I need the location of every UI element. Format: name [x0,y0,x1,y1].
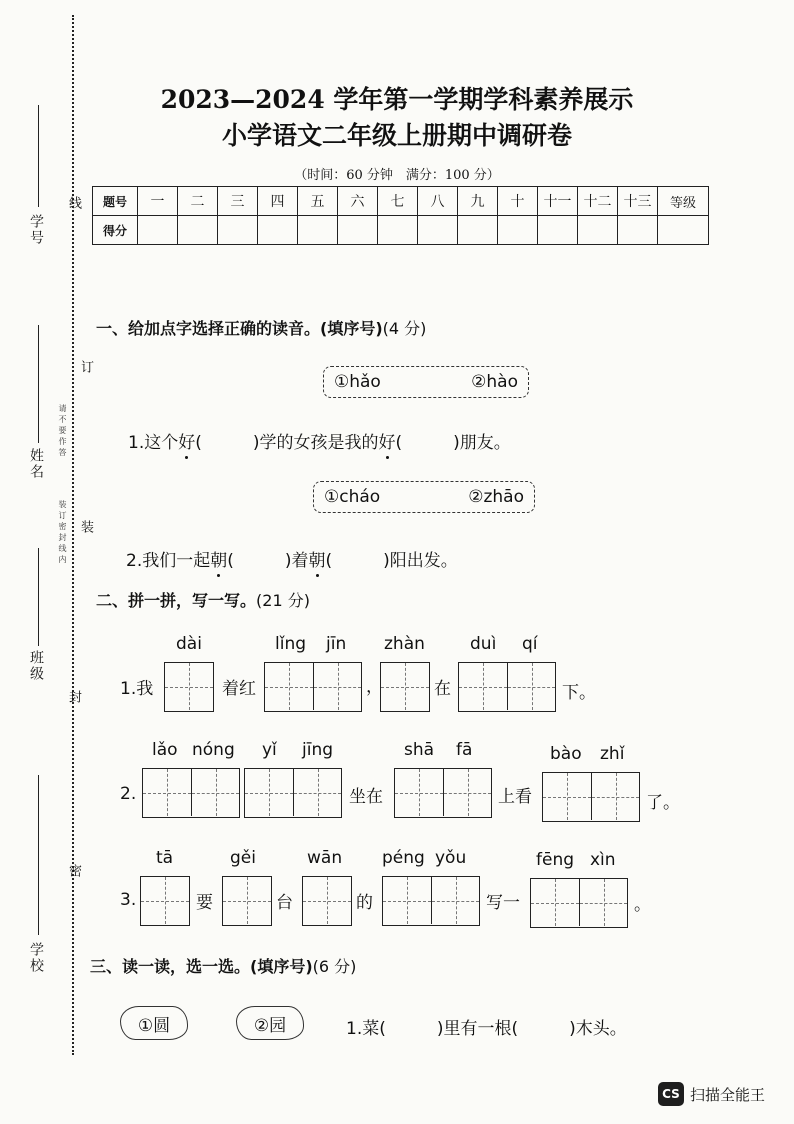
section1-q2-options [313,481,535,513]
score-cell[interactable] [178,216,218,245]
option-zhao1: ②zhāo [468,487,524,507]
writing-grid-pengyou[interactable] [382,876,480,926]
q1-text-c[interactable]: ( )朋友。 [395,433,511,453]
class-label: 班级 [28,650,44,682]
margin-feng-char: 封 [66,690,81,705]
score-cell[interactable] [138,216,178,245]
s2-q3-text-4: 写一 [486,893,520,913]
q1-dotted-char-2: 好 [378,433,396,453]
s2-q2-text-3: 了。 [646,793,680,813]
pinyin-dui: duì [470,634,497,654]
score-col-13: 十三 [618,187,658,216]
writing-grid-gei[interactable] [222,876,272,926]
s2-q1-text-1: 着红 [222,679,256,699]
margin-mi-char: 密 [66,864,81,879]
pinyin-jin: jīn [326,634,347,654]
section3-q1[interactable]: 1.菜( )里有一根( )木头。 [346,1019,627,1039]
writing-grid-duiqi[interactable] [458,662,556,712]
score-cell[interactable] [218,216,258,245]
section3-points: (6 分) [312,957,357,976]
pinyin-nong: nóng [192,740,235,760]
margin-zhuang-char: 装 [78,520,93,535]
school-label: 学校 [28,942,44,974]
score-col-2: 二 [178,187,218,216]
score-col-6: 六 [338,187,378,216]
writing-grid-wan[interactable] [302,876,352,926]
option-hao4: ②hào [471,372,518,392]
s2-q3-text-1: 要 [196,893,213,913]
pinyin-ling: lǐng [275,634,307,654]
score-col-8: 八 [418,187,458,216]
score-cell[interactable] [338,216,378,245]
score-col-3: 三 [218,187,258,216]
pinyin-bao: bào [550,744,582,764]
writing-grid-zhan[interactable] [380,662,430,712]
s2-q1-text-4: 下。 [562,683,596,703]
q1-dotted-char-1: 好 [178,433,196,453]
pinyin-you: yǒu [435,848,467,868]
section1-points: (4 分) [382,319,427,338]
s2-q2-num: 2. [120,784,137,804]
option-hao3: ①hǎo [334,372,381,392]
score-col-4: 四 [258,187,298,216]
pinyin-peng: péng [382,848,425,868]
section2-title: 二、拼一拼，写一写。 [96,591,257,610]
option-chao2: ①cháo [324,487,381,507]
name-blank[interactable] [38,325,39,443]
class-blank[interactable] [38,548,39,646]
pinyin-gei: gěi [230,848,256,868]
s2-q3-text-2: 台 [276,893,293,913]
s2-q3-text-3: 的 [356,893,373,913]
section2-points: (21 分) [256,591,310,610]
section1-heading [96,316,426,339]
section2-heading [96,588,310,611]
score-table-score-row [93,216,709,245]
option-cloud-yuan-garden: ②园 [236,1006,304,1040]
score-col-9: 九 [458,187,498,216]
score-table-row2-label: 得分 [93,216,138,245]
pinyin-jing: jīng [302,740,334,760]
pinyin-sha: shā [404,740,435,760]
margin-warning-2: 装订密封线内 [58,500,67,566]
score-col-11: 十一 [538,187,578,216]
score-col-12: 十二 [578,187,618,216]
s2-q1-text-2: ， [366,677,383,697]
camscanner-name: 扫描全能王 [690,1086,766,1104]
pinyin-yi: yǐ [262,740,277,760]
camscanner-logo-icon: CS [658,1082,684,1106]
s2-q1-text-3: 在 [434,679,451,699]
level-cell[interactable] [658,216,709,245]
pinyin-feng: fēng [536,850,575,870]
s2-q1-num: 1.我 [120,679,154,699]
q1-text-b[interactable]: ( )学的女孩是我的 [195,433,379,453]
exam-subtitle: （时间：60 分钟 满分：100 分） [294,168,500,183]
score-col-1: 一 [138,187,178,216]
writing-grid-baozhi[interactable] [542,772,640,822]
s2-q2-text-1: 坐在 [349,787,383,807]
exam-title-line1: 2023—2024 学年第一学期学科素养展示 [160,85,634,114]
score-col-level: 等级 [658,187,709,216]
pinyin-zhi: zhǐ [600,744,625,764]
pinyin-xin: xìn [590,850,616,870]
score-table [92,186,709,245]
score-cell[interactable] [458,216,498,245]
score-cell[interactable] [298,216,338,245]
q2-dotted-char-1: 朝 [210,551,228,571]
section1-title: 一、给加点字选择正确的读音。(填序号) [96,319,383,338]
student-id-label: 学号 [28,214,44,246]
writing-grid-ta[interactable] [140,876,190,926]
score-col-7: 七 [378,187,418,216]
writing-grid-shafa[interactable] [394,768,492,818]
s2-q2-text-2: 上看 [498,787,532,807]
pinyin-lao: lǎo [152,740,178,760]
score-cell[interactable] [258,216,298,245]
score-cell[interactable] [578,216,618,245]
pinyin-fa: fā [456,740,473,760]
s2-q3-text-5: 。 [634,895,651,915]
margin-warning-1: 请不要作答 [58,404,67,459]
pinyin-zhan: zhàn [384,634,425,654]
q2-dotted-char-2: 朝 [308,551,326,571]
writing-grid-yijing[interactable] [244,768,342,818]
option-cloud-yuan-round: ①圆 [120,1006,188,1040]
name-label: 姓名 [28,448,44,480]
score-cell[interactable] [618,216,658,245]
score-table-header-row [93,187,709,216]
exam-title-line2: 小学语文二年级上册期中调研卷 [221,121,572,150]
q2-text-b[interactable]: ( )着 [227,551,309,571]
section3-heading [90,954,356,977]
section3-title: 三、读一读，选一选。(填序号) [90,957,313,976]
q2-text-a: 2.我们一起 [126,551,211,571]
margin-line-char: 线 [66,196,81,211]
writing-grid-dai[interactable] [164,662,214,712]
writing-grid-lingjin[interactable] [264,662,362,712]
score-cell[interactable] [418,216,458,245]
score-table-row1-label: 题号 [93,187,138,216]
section1-q1-options [323,366,529,398]
score-col-10: 十 [498,187,538,216]
section1-q2 [126,546,458,571]
pinyin-ta: tā [156,848,174,868]
school-blank[interactable] [38,775,39,935]
pinyin-qi: qí [522,634,538,654]
q1-text-a: 1.这个 [128,433,179,453]
pinyin-dai: dài [176,634,202,654]
writing-grid-fengxin[interactable] [530,878,628,928]
score-col-5: 五 [298,187,338,216]
q2-text-c[interactable]: ( )阳出发。 [325,551,458,571]
score-cell[interactable] [498,216,538,245]
margin-ding-char: 订 [78,360,93,375]
score-cell[interactable] [378,216,418,245]
s2-q3-num: 3. [120,890,137,910]
pinyin-wan: wān [307,848,343,868]
score-cell[interactable] [538,216,578,245]
writing-grid-laonong[interactable] [142,768,240,818]
section1-q1 [128,428,511,453]
